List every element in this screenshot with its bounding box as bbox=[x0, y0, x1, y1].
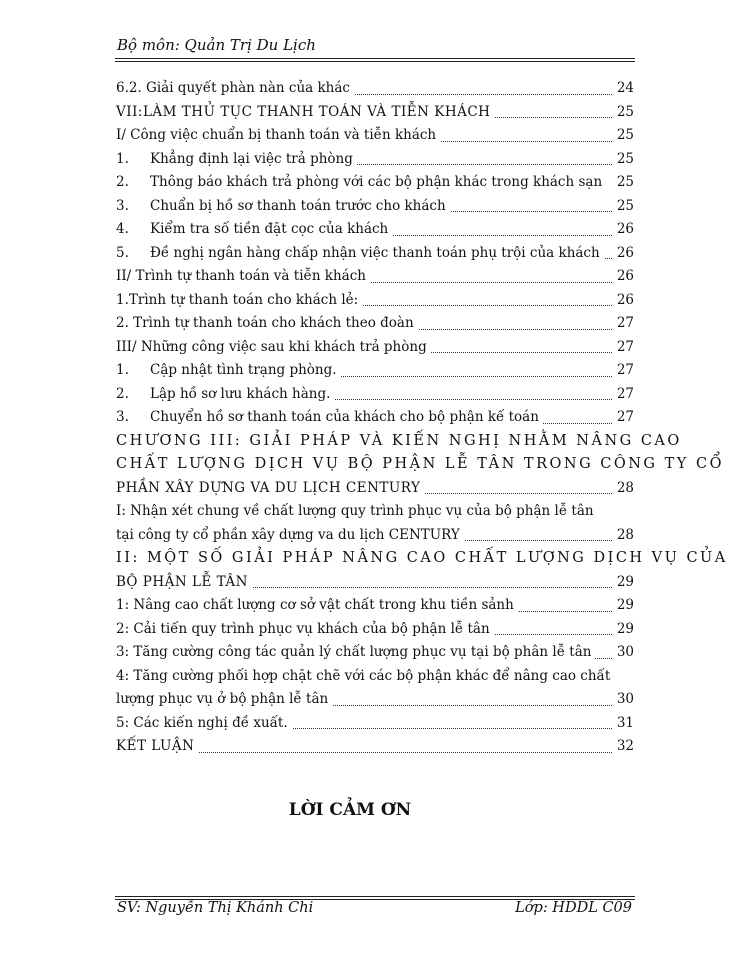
toc-entry-text: I/ Công việc chuẩn bị thanh toán và tiễn khách bbox=[116, 127, 437, 143]
toc-entry[interactable] bbox=[116, 195, 634, 219]
toc-page-number: 26 bbox=[614, 265, 634, 289]
toc-page-number: 25 bbox=[614, 124, 634, 148]
toc-entry-label bbox=[116, 336, 431, 360]
toc-page-number: 32 bbox=[614, 735, 634, 759]
toc-page-number: 29 bbox=[614, 594, 634, 618]
header-rule bbox=[115, 61, 635, 62]
toc-page-number: 26 bbox=[614, 242, 634, 266]
toc-entry[interactable] bbox=[116, 242, 634, 266]
toc-entry[interactable] bbox=[116, 312, 634, 336]
toc-entry[interactable] bbox=[116, 124, 634, 148]
toc-entry[interactable] bbox=[116, 336, 634, 360]
toc-entry-text: Thông báo khách trả phòng với các bộ phận khác trong khách sạn bbox=[150, 174, 603, 190]
class-code: Lớp: HDDL C09 bbox=[515, 900, 632, 916]
toc-entry-label bbox=[116, 195, 450, 219]
toc-entry-label bbox=[116, 171, 606, 195]
toc-entry-text: 4: Tăng cường phối hợp chặt chẽ với các bộ phận khác để nâng cao chất bbox=[116, 667, 611, 684]
toc-entry-label bbox=[116, 218, 392, 242]
toc-entry-label bbox=[116, 406, 543, 430]
department-header: Bộ môn: Quản Trị Du Lịch bbox=[117, 36, 316, 54]
toc-entry-text: 1: Nâng cao chất lượng cơ sở vật chất trong khu tiền sảnh bbox=[116, 597, 514, 613]
toc-page-number: 25 bbox=[614, 171, 634, 195]
toc-entry-label bbox=[116, 289, 362, 313]
toc-entry[interactable] bbox=[116, 359, 634, 383]
toc-entry[interactable] bbox=[116, 500, 634, 524]
toc-entry-label bbox=[116, 383, 334, 407]
toc-entry-label bbox=[116, 124, 440, 148]
toc-page-number: 25 bbox=[614, 101, 634, 125]
toc-page-number: 27 bbox=[614, 312, 634, 336]
toc-entry-text: Cập nhật tình trạng phòng. bbox=[150, 362, 337, 378]
toc-page-number: 30 bbox=[614, 688, 634, 712]
toc-entry-label bbox=[116, 477, 424, 501]
toc-entry-label bbox=[116, 500, 598, 524]
toc-entry-text: III/ Những công việc sau khi khách trả phòng bbox=[116, 338, 427, 355]
header-rule bbox=[115, 58, 635, 59]
toc-entry-label bbox=[116, 524, 464, 548]
toc-entry[interactable] bbox=[116, 148, 634, 172]
toc-entry-label bbox=[116, 242, 604, 266]
toc-entry-text: I: Nhận xét chung về chất lượng quy trình phục vụ của bộ phận lễ tân bbox=[116, 503, 594, 519]
toc-entry-text: VII:LÀM THỦ TỤC THANH TOÁN VÀ TIỄN KHÁCH bbox=[116, 103, 491, 120]
toc-entry-label bbox=[116, 77, 354, 101]
toc-entry-label bbox=[116, 735, 198, 759]
student-name: SV: Nguyễn Thị Khánh Chi bbox=[117, 900, 314, 916]
toc-entry-number: 5. bbox=[116, 244, 129, 261]
toc-entry-text: Khẳng định lại việc trả phòng bbox=[150, 150, 353, 167]
toc-entry-label bbox=[116, 594, 518, 618]
toc-entry-label bbox=[116, 101, 494, 125]
toc-entry-text: 2. Trình tự thanh toán cho khách theo đoàn bbox=[116, 315, 414, 331]
footer-rule bbox=[115, 896, 635, 897]
toc-entry-text: Đề nghị ngân hàng chấp nhận việc thanh toán phụ trội của khách bbox=[150, 244, 600, 261]
toc-entry[interactable] bbox=[116, 430, 682, 454]
toc-entry-number: 2. bbox=[116, 385, 129, 402]
table-of-contents bbox=[116, 77, 728, 759]
toc-page-number: 26 bbox=[614, 218, 634, 242]
toc-entry[interactable] bbox=[116, 77, 634, 101]
toc-entry-text: CHẤT LƯỢNG DỊCH VỤ BỘ PHẬN LỄ TÂN TRONG CÔNG TY CỔ bbox=[116, 456, 724, 472]
toc-entry-text: Chuyển hồ sơ thanh toán của khách cho bộ phận kế toán bbox=[150, 409, 539, 425]
toc-page-number: 27 bbox=[614, 336, 634, 360]
toc-entry-number: 3. bbox=[116, 409, 129, 425]
toc-entry-label bbox=[116, 618, 494, 642]
toc-entry[interactable] bbox=[116, 406, 634, 430]
toc-entry-text: II: MỘT SỐ GIẢI PHÁP NÂNG CAO CHẤT LƯỢNG DỊCH VỤ CỦA bbox=[116, 550, 728, 566]
section-heading-thanks: LỜI CẢM ƠN bbox=[288, 800, 412, 820]
toc-entry[interactable] bbox=[116, 688, 634, 712]
toc-page-number: 27 bbox=[614, 406, 634, 430]
toc-entry[interactable] bbox=[116, 218, 634, 242]
toc-entry[interactable] bbox=[116, 641, 634, 665]
toc-entry[interactable] bbox=[116, 547, 728, 571]
toc-entry-number: 3. bbox=[116, 197, 129, 214]
toc-entry[interactable] bbox=[116, 171, 634, 195]
toc-page-number: 31 bbox=[614, 712, 634, 736]
toc-entry-label bbox=[116, 148, 357, 172]
toc-entry-text: tại công ty cổ phần xây dựng va du lịch CENTURY bbox=[116, 526, 460, 543]
toc-page-number: 25 bbox=[614, 148, 634, 172]
toc-entry[interactable] bbox=[116, 594, 634, 618]
toc-entry-text: PHẦN XÂY DỰNG VA DU LỊCH CENTURY bbox=[116, 479, 421, 496]
toc-entry-number: 1. bbox=[116, 362, 129, 378]
toc-entry-label bbox=[116, 688, 332, 712]
toc-entry-label bbox=[116, 571, 252, 595]
toc-entry-number: 2. bbox=[116, 174, 129, 190]
toc-entry-text: II/ Trình tự thanh toán và tiễn khách bbox=[116, 268, 366, 284]
toc-entry[interactable] bbox=[116, 265, 634, 289]
toc-entry-label bbox=[116, 665, 614, 689]
toc-page-number: 29 bbox=[614, 571, 634, 595]
toc-entry-text: 6.2. Giải quyết phàn nàn của khác bbox=[116, 80, 350, 96]
toc-page-number: 24 bbox=[614, 77, 634, 101]
toc-entry-text: Chuẩn bị hồ sơ thanh toán trước cho khách bbox=[150, 197, 446, 214]
toc-page-number: 28 bbox=[614, 524, 634, 548]
toc-entry[interactable] bbox=[116, 618, 634, 642]
toc-entry-text: Kiểm tra số tiền đặt cọc của khách bbox=[150, 221, 389, 237]
toc-entry-label bbox=[116, 359, 341, 383]
toc-entry-text: 3: Tăng cường công tác quản lý chất lượng phục vụ tại bộ phân lễ tân bbox=[116, 644, 592, 660]
toc-entry-text: 2: Cải tiến quy trình phục vụ khách của bộ phận lễ tân bbox=[116, 620, 490, 637]
toc-entry-number: 4. bbox=[116, 221, 129, 237]
toc-entry-label bbox=[116, 265, 370, 289]
toc-entry-number: 1. bbox=[116, 150, 129, 167]
toc-page-number: 26 bbox=[614, 289, 634, 313]
toc-entry[interactable] bbox=[116, 571, 634, 595]
toc-entry[interactable] bbox=[116, 712, 634, 736]
toc-entry-label bbox=[116, 312, 418, 336]
toc-entry[interactable] bbox=[116, 735, 634, 759]
toc-page-number: 27 bbox=[614, 383, 634, 407]
toc-entry-label bbox=[116, 547, 732, 571]
toc-entry-text: 5: Các kiến nghị đề xuất. bbox=[116, 714, 288, 731]
toc-entry-text: 1.Trình tự thanh toán cho khách lẻ: bbox=[116, 291, 359, 308]
toc-entry[interactable] bbox=[116, 383, 634, 407]
toc-entry[interactable] bbox=[116, 665, 634, 689]
toc-entry[interactable] bbox=[116, 289, 634, 313]
toc-page-number: 30 bbox=[614, 641, 634, 665]
toc-entry[interactable] bbox=[116, 101, 634, 125]
toc-page-number: 29 bbox=[614, 618, 634, 642]
toc-entry-label bbox=[116, 712, 292, 736]
toc-entry-text: KẾT LUẬN bbox=[116, 738, 195, 754]
toc-entry-text: Lập hồ sơ lưu khách hàng. bbox=[150, 385, 331, 402]
toc-entry-label bbox=[116, 453, 728, 477]
toc-page-number: 28 bbox=[614, 477, 634, 501]
toc-entry-label bbox=[116, 430, 686, 454]
toc-entry-label bbox=[116, 641, 595, 665]
toc-entry[interactable] bbox=[116, 524, 634, 548]
toc-page-number: 25 bbox=[614, 195, 634, 219]
toc-entry-text: CHƯƠNG III: GIẢI PHÁP VÀ KIẾN NGHỊ NHẰM NÂNG CAO bbox=[116, 432, 682, 449]
toc-entry[interactable] bbox=[116, 477, 634, 501]
toc-page-number: 27 bbox=[614, 359, 634, 383]
toc-entry[interactable] bbox=[116, 453, 724, 477]
toc-entry-text: lượng phục vụ ở bộ phận lễ tân bbox=[116, 691, 329, 707]
toc-entry-text: BỘ PHẬN LỄ TÂN bbox=[116, 573, 248, 590]
